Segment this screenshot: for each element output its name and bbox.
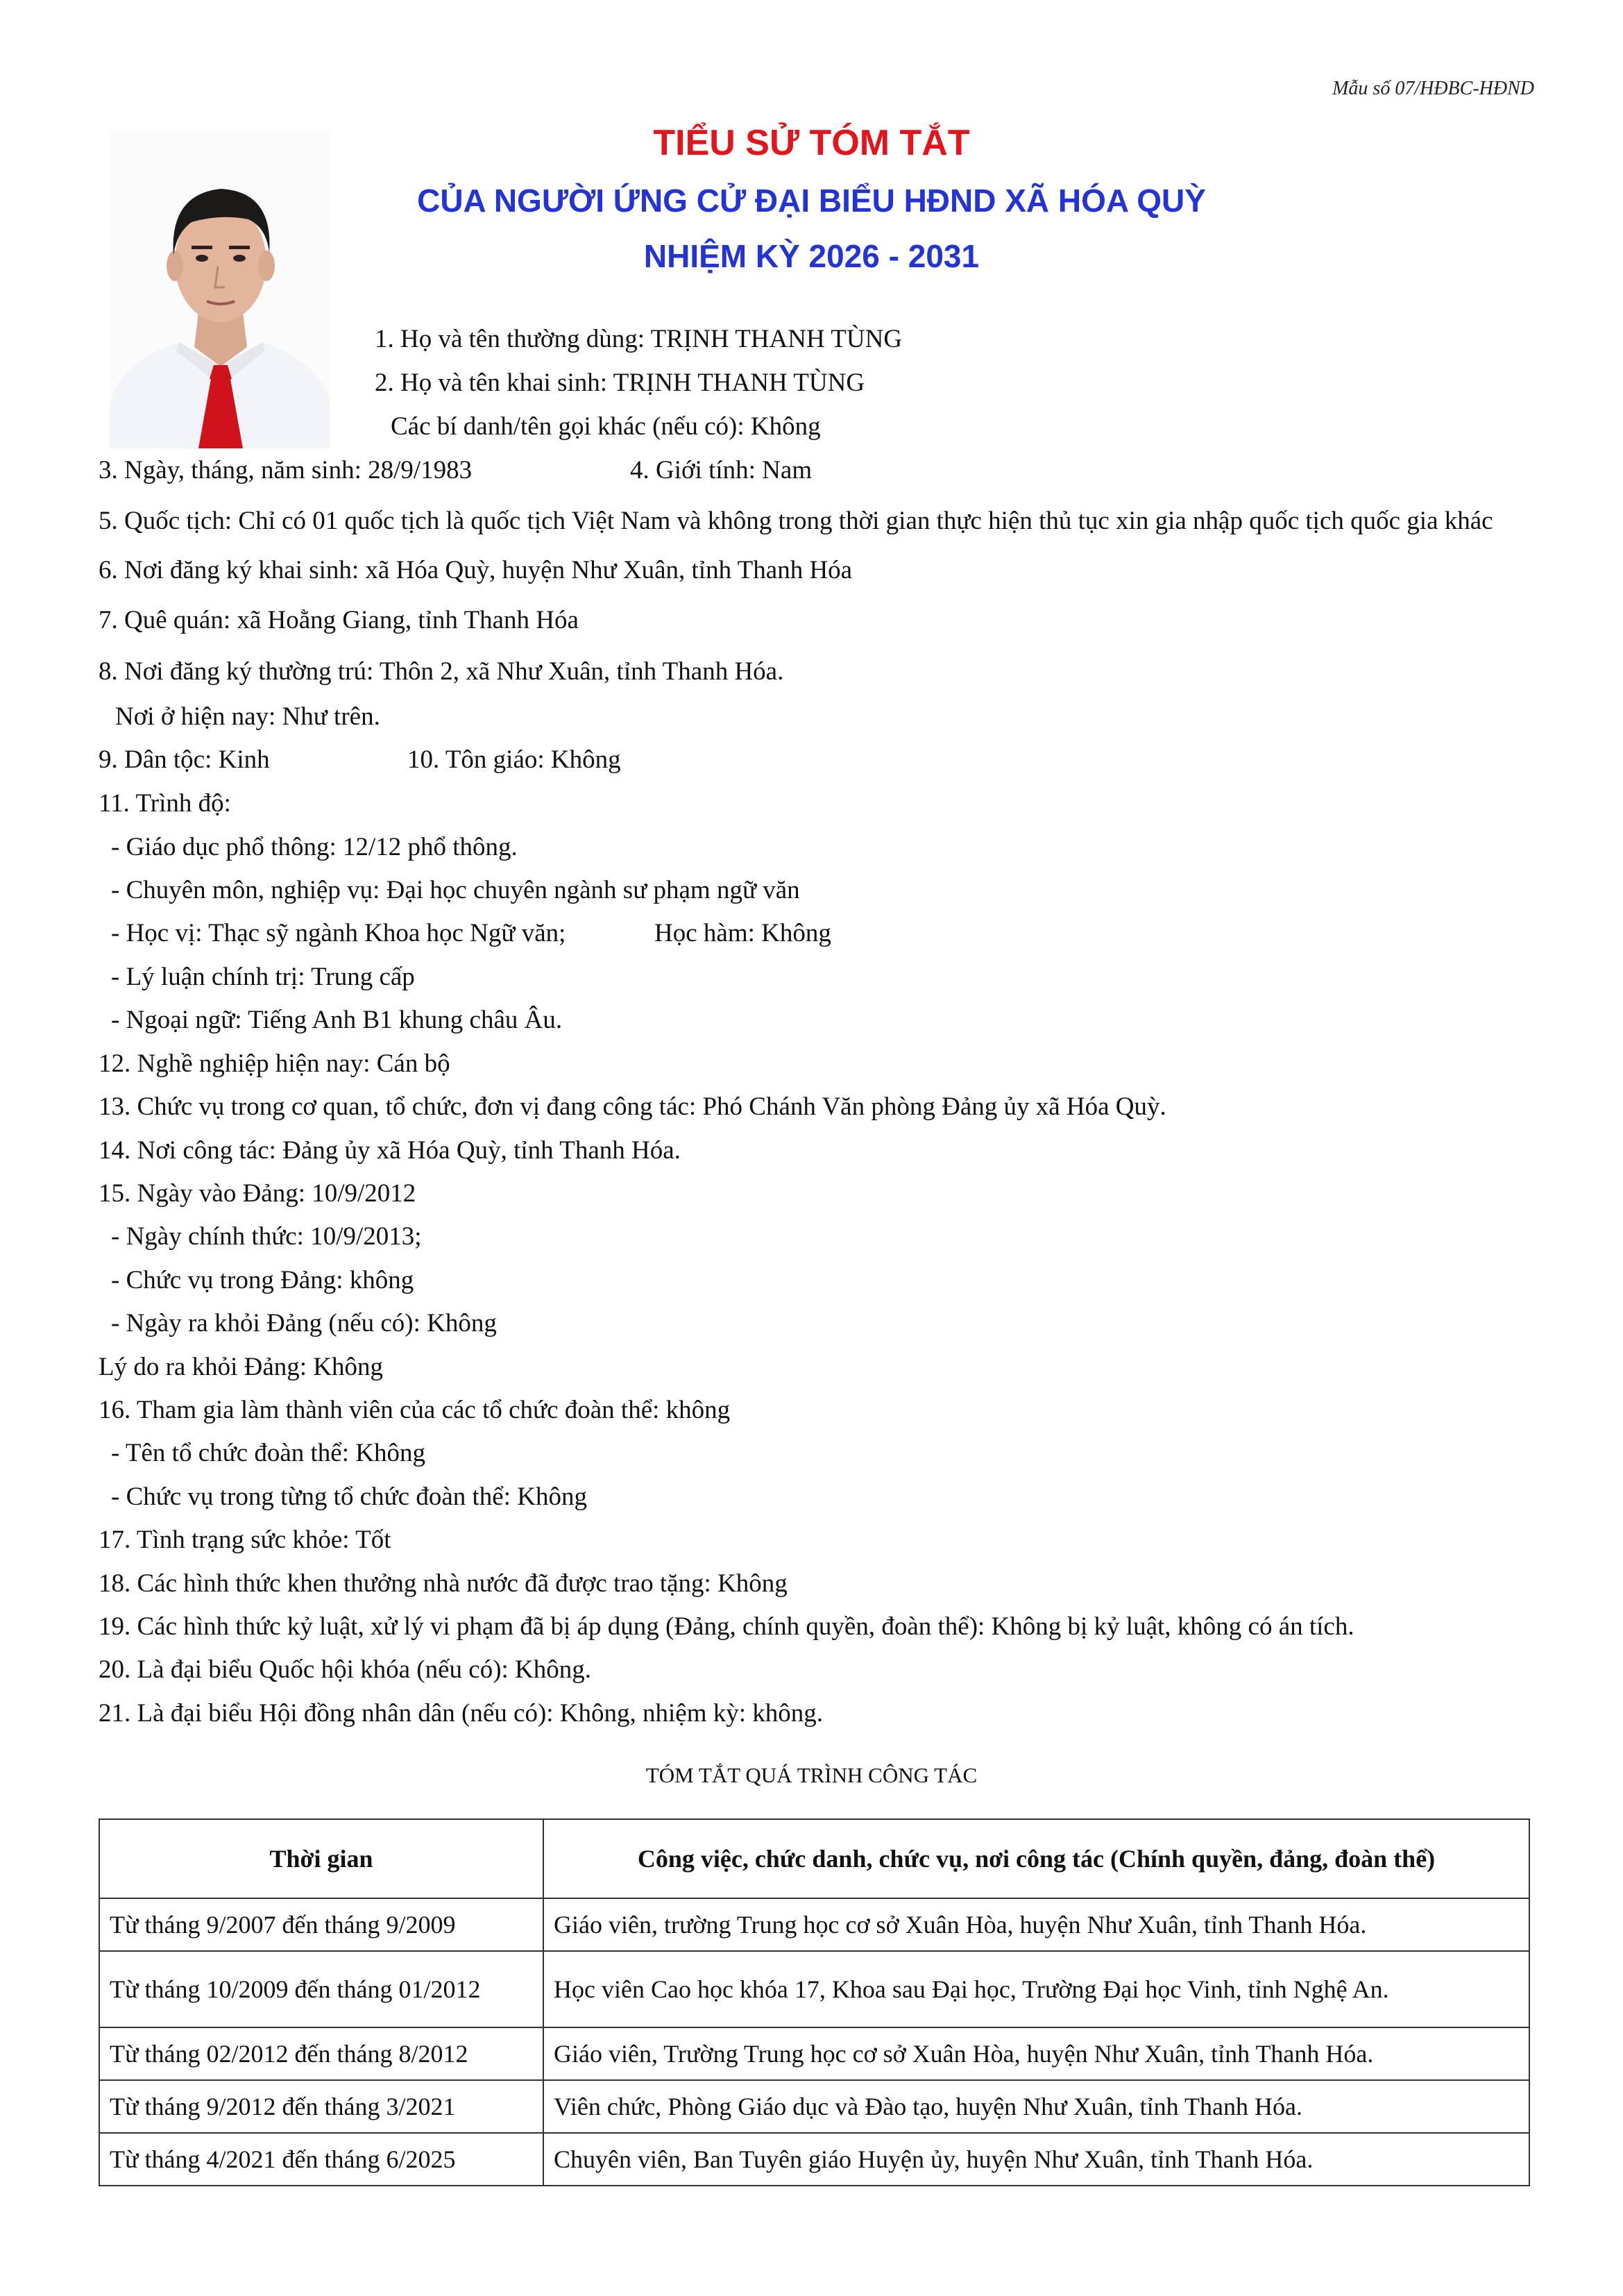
candidate-photo [110, 130, 330, 448]
table-cell-work: Giáo viên, trường Trung học cơ sở Xuân Hòa, huyện Như Xuân, tỉnh Thanh Hóa. [543, 1898, 1529, 1951]
table-cell-time: Từ tháng 02/2012 đến tháng 8/2012 [99, 2027, 543, 2080]
disciplinary-records: 19. Các hình thức kỷ luật, xử lý vi phạm đã bị áp dụng (Đảng, chính quyền, đoàn thể): Không bị kỷ luật, không có án tích. [99, 1612, 1354, 1641]
table-cell-time: Từ tháng 9/2012 đến tháng 3/2021 [99, 2080, 543, 2133]
permanent-residence: 8. Nơi đăng ký thường trú: Thôn 2, xã Như Xuân, tỉnh Thanh Hóa. [99, 657, 784, 686]
table-cell-time: Từ tháng 4/2021 đến tháng 6/2025 [99, 2133, 543, 2186]
mass-organizations: 16. Tham gia làm thành viên của các tổ chức đoàn thể: không [99, 1396, 731, 1424]
party-leave-reason: Lý do ra khỏi Đảng: Không [99, 1353, 384, 1381]
work-history-table [99, 1818, 1530, 2186]
table-cell-work: Giáo viên, Trường Trung học cơ sở Xuân Hòa, huyện Như Xuân, tỉnh Thanh Hóa. [543, 2027, 1529, 2080]
table-row [99, 2133, 1529, 2186]
workplace: 14. Nơi công tác: Đảng ủy xã Hóa Quỳ, tỉnh Thanh Hóa. [99, 1136, 681, 1165]
organization-position: - Chức vụ trong từng tổ chức đoàn thể: Không [111, 1483, 587, 1511]
common-name: 1. Họ và tên thường dùng: TRỊNH THANH TÙNG [375, 325, 903, 353]
national-assembly-delegate: 20. Là đại biểu Quốc hội khóa (nếu có): Không. [99, 1655, 592, 1684]
table-cell-work: Chuyên viên, Ban Tuyên giáo Huyện ủy, huyện Như Xuân, tỉnh Thanh Hóa. [543, 2133, 1529, 2186]
term-title: NHIỆM KỲ 2026 - 2031 [643, 238, 980, 274]
work-history-caption: TÓM TẮT QUÁ TRÌNH CÔNG TÁC [645, 1763, 978, 1787]
foreign-language: - Ngoại ngữ: Tiếng Anh B1 khung châu Âu. [111, 1006, 563, 1034]
academic-degree: - Học vị: Thạc sỹ ngành Khoa học Ngữ văn; [111, 919, 566, 947]
current-residence: Nơi ở hiện nay: Như trên. [115, 702, 380, 731]
religion: 10. Tôn giáo: Không [407, 745, 621, 774]
table-row [99, 1951, 1529, 2027]
table-cell-time: Từ tháng 9/2007 đến tháng 9/2009 [99, 1898, 543, 1951]
ethnicity: 9. Dân tộc: Kinh [99, 745, 270, 774]
general-education: - Giáo dục phổ thông: 12/12 phổ thông. [111, 833, 518, 861]
current-occupation: 12. Nghề nghiệp hiện nay: Cán bộ [99, 1049, 450, 1078]
table-header-row [99, 1819, 1529, 1898]
party-position: - Chức vụ trong Đảng: không [111, 1266, 414, 1294]
gender: 4. Giới tính: Nam [630, 456, 813, 484]
birth-registration-place: 6. Nơi đăng ký khai sinh: xã Hóa Quỳ, huyện Như Xuân, tỉnh Thanh Hóa [99, 556, 853, 584]
person-portrait-icon [110, 130, 330, 448]
political-theory: - Lý luận chính trị: Trung cấp [111, 963, 415, 991]
organization-name: - Tên tổ chức đoàn thể: Không [111, 1439, 425, 1467]
date-of-birth: 3. Ngày, tháng, năm sinh: 28/9/1983 [99, 456, 473, 484]
professional-qualification: - Chuyên môn, nghiệp vụ: Đại học chuyên ngành sư phạm ngữ văn [111, 876, 800, 904]
aliases: Các bí danh/tên gọi khác (nếu có): Không [391, 412, 821, 441]
current-position: 13. Chức vụ trong cơ quan, tổ chức, đơn vị đang công tác: Phó Chánh Văn phòng Đảng ủy xã Hóa Quỳ. [99, 1092, 1166, 1121]
document-title: TIỂU SỬ TÓM TẮT [653, 123, 970, 163]
hometown: 7. Quê quán: xã Hoằng Giang, tỉnh Thanh Hóa [99, 606, 579, 634]
form-number: Mẫu số 07/HĐBC-HĐND [1332, 78, 1534, 99]
table-cell-time: Từ tháng 10/2009 đến tháng 01/2012 [99, 1951, 543, 2027]
nationality: 5. Quốc tịch: Chỉ có 01 quốc tịch là quốc tịch Việt Nam và không trong thời gian thực hiện thủ tục xin gia nhập quốc tịch quốc gia khác [99, 507, 1493, 535]
table-cell-work: Viên chức, Phòng Giáo dục và Đào tạo, huyện Như Xuân, tỉnh Thanh Hóa. [543, 2080, 1529, 2133]
official-party-date: - Ngày chính thức: 10/9/2013; [111, 1222, 422, 1251]
academic-title: Học hàm: Không [654, 919, 831, 947]
education-heading: 11. Trình độ: [99, 789, 231, 818]
peoples-council-delegate: 21. Là đại biểu Hội đồng nhân dân (nếu có): Không, nhiệm kỳ: không. [99, 1699, 824, 1728]
column-header-time: Thời gian [99, 1819, 543, 1898]
document-subtitle: CỦA NGƯỜI ỨNG CỬ ĐẠI BIỂU HĐND XÃ HÓA QUỲ [417, 183, 1206, 219]
table-row [99, 1898, 1529, 1951]
column-header-work: Công việc, chức danh, chức vụ, nơi công tác (Chính quyền, đảng, đoàn thể) [543, 1819, 1529, 1898]
party-leave-date: - Ngày ra khỏi Đảng (nếu có): Không [111, 1309, 497, 1337]
party-join-date: 15. Ngày vào Đảng: 10/9/2012 [99, 1179, 416, 1208]
table-cell-work: Học viên Cao học khóa 17, Khoa sau Đại học, Trường Đại học Vinh, tỉnh Nghệ An. [543, 1951, 1529, 2027]
state-awards: 18. Các hình thức khen thưởng nhà nước đã được trao tặng: Không [99, 1569, 788, 1598]
table-row [99, 2080, 1529, 2133]
health-status: 17. Tình trạng sức khỏe: Tốt [99, 1526, 391, 1554]
birth-name: 2. Họ và tên khai sinh: TRỊNH THANH TÙNG [375, 369, 865, 397]
table-row [99, 2027, 1529, 2080]
